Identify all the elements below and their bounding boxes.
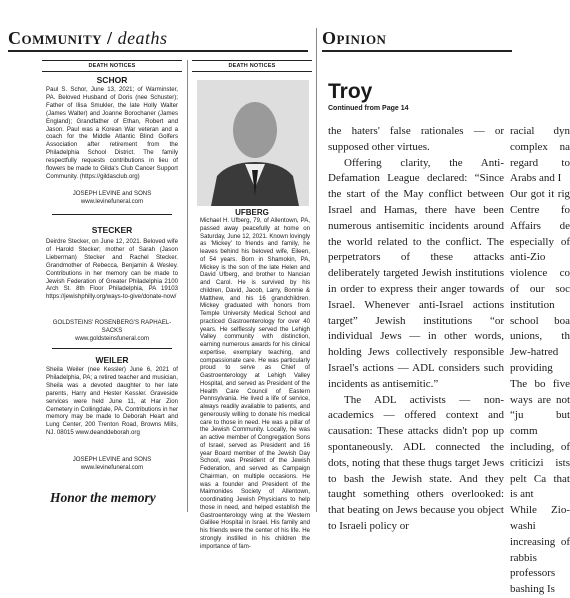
opinion-section-title: Opinion	[322, 28, 387, 48]
death-notices-label: DEATH NOTICES	[88, 63, 136, 69]
article-paragraph: The ADL activists — non-academics — offered context and causation: These attacks didn't pop up spontaneously. ADL connected the dots, noting that these thugs target Jews to bash the Jewish state. And they taught something others overlooked: that beating on Jews because you object to Israeli policy or	[328, 393, 504, 532]
article-paragraph: The bo five ways are not “ju but comm including, of criticizi ists pelt Ca that is ant	[510, 377, 570, 501]
community-top-rule	[8, 50, 308, 52]
notice-website-schor[interactable]: www.levinefuneral.com	[80, 198, 144, 205]
notice-divider	[52, 214, 172, 215]
notice-body-stecker: Deirdre Stecker, on June 12, 2021. Beloved wife of Harold Stecker; mother of Sarah (Jason Lieberman) Stecker and Rachel Stecker. Grandmother of Rebecca, Benjamin & Wesley. Contributions in her memory can be made to Jewish Federation of Greater Philadelphia 2100 Arch St. 8th Floor Philadelphia, PA 19103 https://jewishphilly.org/ways-to-give/donate-now/	[46, 238, 178, 301]
notice-header-rule	[192, 71, 312, 72]
article-headline: Troy	[328, 80, 373, 103]
death-notices-label: DEATH NOTICES	[228, 63, 276, 69]
article-paragraph: racial dyn complex na regard to Arabs and I	[510, 125, 570, 185]
article-paragraph: Our got it rig Centre fo Affairs de especially of anti-Zio violence co of our soc institution school boa unions, th Jew-hatred providing	[510, 188, 570, 374]
article-paragraph: While Zio-washi increasing of rabbis professors bashing Is	[510, 504, 570, 596]
notice-name-weiler: WEILER	[95, 355, 129, 365]
column-divider	[187, 60, 188, 512]
ufberg-portrait	[197, 80, 309, 206]
column-divider	[316, 28, 317, 512]
community-section-title: Community / deaths	[8, 28, 168, 48]
promo-headline: Honor the memory	[50, 490, 156, 505]
notice-name-schor: SCHOR	[96, 75, 128, 85]
notice-header-rule	[192, 60, 312, 61]
notice-website-stecker[interactable]: www.goldsteinsfuneral.com	[75, 335, 149, 342]
notice-header-rule	[42, 60, 182, 61]
continued-from: Continued from Page 14	[328, 105, 409, 112]
portrait-silhouette-icon	[197, 80, 309, 206]
notice-header-rule	[42, 71, 182, 72]
notice-funeral-home-stecker: GOLDSTEINS' ROSENBERG'S RAPHAEL-SACKS	[52, 319, 172, 334]
notice-funeral-home-weiler: JOSEPH LEVINE and SONS	[72, 456, 152, 463]
opinion-top-rule	[322, 50, 512, 52]
notice-divider	[52, 348, 172, 349]
notice-body-schor: Paul S. Schor, June 13, 2021; of Warminster, PA. Beloved Husband of Doris (nee Schuster); Father of Ilisa Smukler, the late Holly Walter (James Walter) and Joanne Borochaner (James England); Grandfather of Ethan, Robert and Jason. Paul was a Korean War veteran and a coach for the Middle Atlantic Blind Golfers Association after retirement from the Philadelphia School District. The family respectfully requests contributions in lieu of flowers be made to Gilda's Club Cancer Support Community. (https://gildasclub.org)	[46, 86, 178, 180]
notice-funeral-home-schor: JOSEPH LEVINE and SONS	[72, 190, 152, 197]
notice-body-ufberg: Michael H. Ufberg, 79, of Allentown, PA, passed away peacefully at home on Saturday, June 12, 2021. Known lovingly as 'Mickey' to friends and family, he leaves behind his beloved wife, Eileen, of 54 years. Born in Shamokin, PA, Mickey is the son of the late Helen and David Ufberg, and brother to Nancian and Carol. He is survived by his children, David, Jacob, Larry, Bonnie & Matthew, and his 16 grandchildren. Mickey graduated with honors from Temple University Medical School and practiced Gastroenterology for over 40 years. He selflessly served the Lehigh Valley community with distinction, earning numerous awards for his clinical expertise, exemplary teaching, and compassionate care. He was particularly proud to serve as Chief of Gastroenterology at Lehigh Valley Hospital, and served as President of the Health Care Council of Eastern Pennsylvania. He lived a life of service, always readily available to patients, and generously willing to donate his medical care to those in need. He was a pillar of the Jewish Community. Locally, he was an active member of Congregation Sons of Israel, served as President and 16 year Board member of the Jewish Day School, was President of the Jewish Federation, and served as Campaign Chairman, on multiple occasions. He was a founder and President of the Maimonides Society of Allentown, coordinating Jewish Physicians to help those in need, and helped establish the Gastroenterology wing at the Western Galilee Hospital in Israel. His family and his friends were the center of his life. He strongly instilled in his children the importance of fam-	[200, 217, 310, 550]
article-paragraph: the haters' false rationales — or supposed other virtues.	[328, 125, 504, 153]
notice-website-weiler[interactable]: www.levinefuneral.com	[80, 464, 144, 471]
notice-name-ufberg: UFBERG	[235, 208, 269, 217]
article-paragraph: Offering clarity, the Anti-Defamation League declared: “Since the start of the May conflict between Israel and Hamas, there have been numerous antisemitic incidents around the world related to the conflict. The perpetrators of these attacks deliberately targeted Jewish institutions in order to express their anger towards Israel. Whenever anti-Israel actions target” Jewish institutions “or individual Jews — in other words, holding Jews collectively responsible Israel's actions — ADL considers such incidents as antisemitic.”	[328, 156, 504, 390]
notice-name-stecker: STECKER	[91, 225, 133, 235]
notice-body-weiler: Sheila Weiler (nee Kessler) June 6, 2021 of Philadelphia, PA; a retired teacher and musician, Sheila was a devoted daughter to her late parents, Harry and Hester Kessler. Graveside services were held June 11, at Har Zion Cemetery in Collingdale, PA. Contributions in her memory may be made to Deborah Heart and Lung Center, 200 Trenton Road, Browns Mills, NJ. 08015 www.deanddeborah.org	[46, 366, 178, 437]
opinion-column-right	[510, 124, 570, 598]
opinion-column-left	[328, 124, 504, 535]
